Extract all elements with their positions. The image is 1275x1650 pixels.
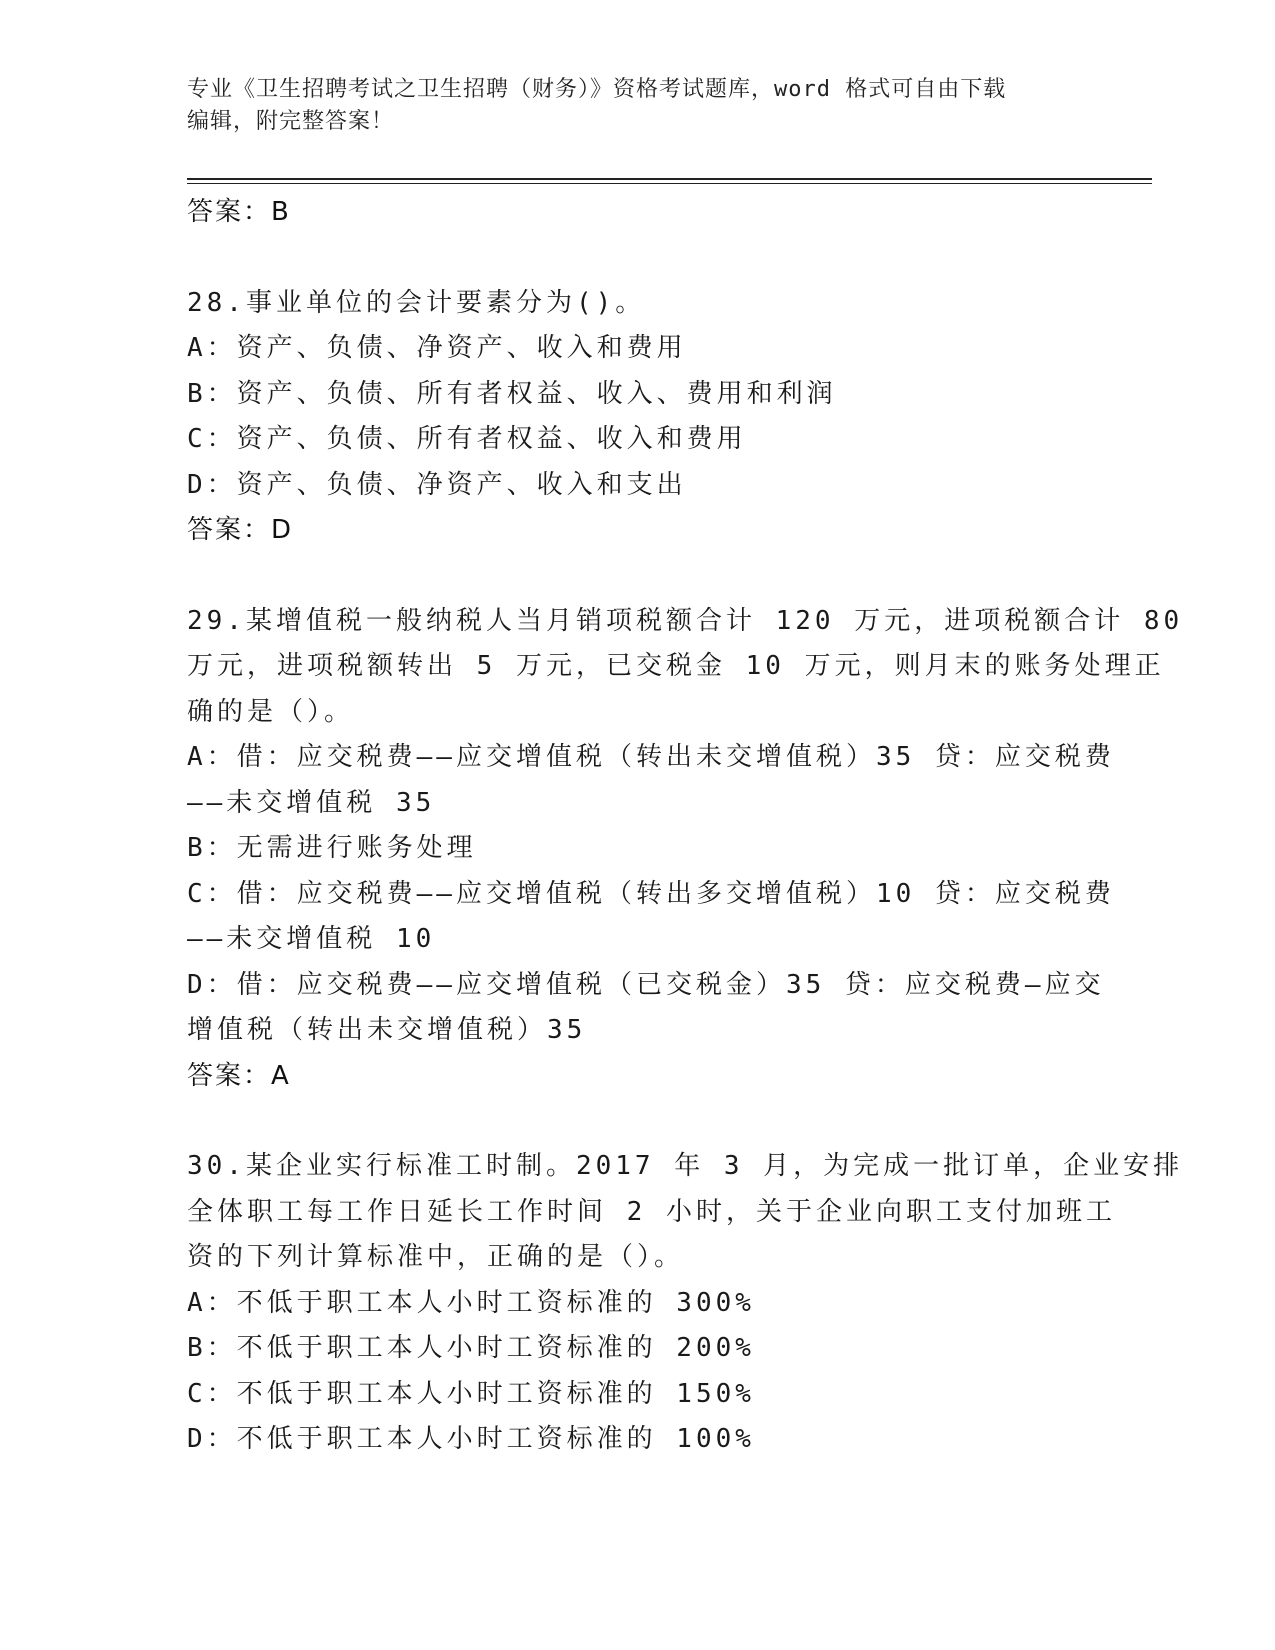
- option-a: A：资产、负债、净资产、收入和费用: [187, 333, 687, 363]
- question-stem-line: 29.某增值税一般纳税人当月销项税额合计 120 万元，进项税额合计 80: [187, 605, 1184, 636]
- option-a: A：不低于职工本人小时工资标准的 300%: [187, 1287, 755, 1318]
- question-stem-line: 全体职工每工作日延长工作时间 2 小时，关于企业向职工支付加班工: [187, 1196, 1116, 1227]
- question-stem-line: 28.事业单位的会计要素分为()。: [187, 287, 646, 318]
- spacer: [187, 236, 1087, 281]
- question-stem-line: 30.某企业实行标准工时制。2017 年 3 月，为完成一批订单，企业安排: [187, 1151, 1184, 1181]
- option-d-continued: 增值税（转出未交增值税）35: [187, 1015, 587, 1045]
- header-rule-thick: [187, 178, 1152, 180]
- option-c: C：资产、负债、所有者权益、收入和费用: [187, 424, 747, 454]
- question-answer: 答案：A: [187, 1060, 291, 1091]
- header-line-2: 编辑，附完整答案！: [187, 109, 395, 134]
- question-stem-line: 资的下列计算标准中，正确的是（）。: [187, 1242, 685, 1272]
- option-b: B：无需进行账务处理: [187, 833, 477, 863]
- option-c-continued: ——未交增值税 10: [187, 924, 436, 954]
- option-b: B：不低于职工本人小时工资标准的 200%: [187, 1333, 755, 1363]
- header-rule-thin: [187, 183, 1152, 184]
- option-d: D：不低于职工本人小时工资标准的 100%: [187, 1424, 755, 1454]
- question-answer: 答案：D: [187, 515, 294, 545]
- option-a: A：借：应交税费——应交增值税（转出未交增值税）35 贷：应交税费: [187, 742, 1115, 772]
- question-stem-line: 万元，进项税额转出 5 万元，已交税金 10 万元，则月末的账务处理正: [187, 651, 1165, 681]
- header-line-1: 专业《卫生招聘考试之卫生招聘（财务）》资格考试题库，word 格式可自由下载: [187, 77, 1007, 102]
- option-c: C：不低于职工本人小时工资标准的 150%: [187, 1378, 755, 1409]
- option-c: C：借：应交税费——应交增值税（转出多交增值税）10 贷：应交税费: [187, 878, 1115, 909]
- option-b: B：资产、负债、所有者权益、收入、费用和利润: [187, 378, 837, 409]
- question-30: [187, 1144, 1184, 1463]
- document-body: [187, 190, 1184, 1463]
- option-d: D：借：应交税费——应交增值税（已交税金）35 贷：应交税费—应交: [187, 969, 1105, 1000]
- question-28: [187, 281, 1087, 554]
- spacer: [187, 554, 1087, 599]
- question-stem-line: 确的是（）。: [187, 696, 355, 727]
- option-a-continued: ——未交增值税 35: [187, 787, 436, 818]
- document-header: [187, 74, 1087, 138]
- previous-answer: 答案：B: [187, 197, 291, 227]
- spacer: [187, 1099, 1087, 1144]
- question-29: [187, 599, 1184, 1100]
- option-d: D：资产、负债、净资产、收入和支出: [187, 469, 687, 500]
